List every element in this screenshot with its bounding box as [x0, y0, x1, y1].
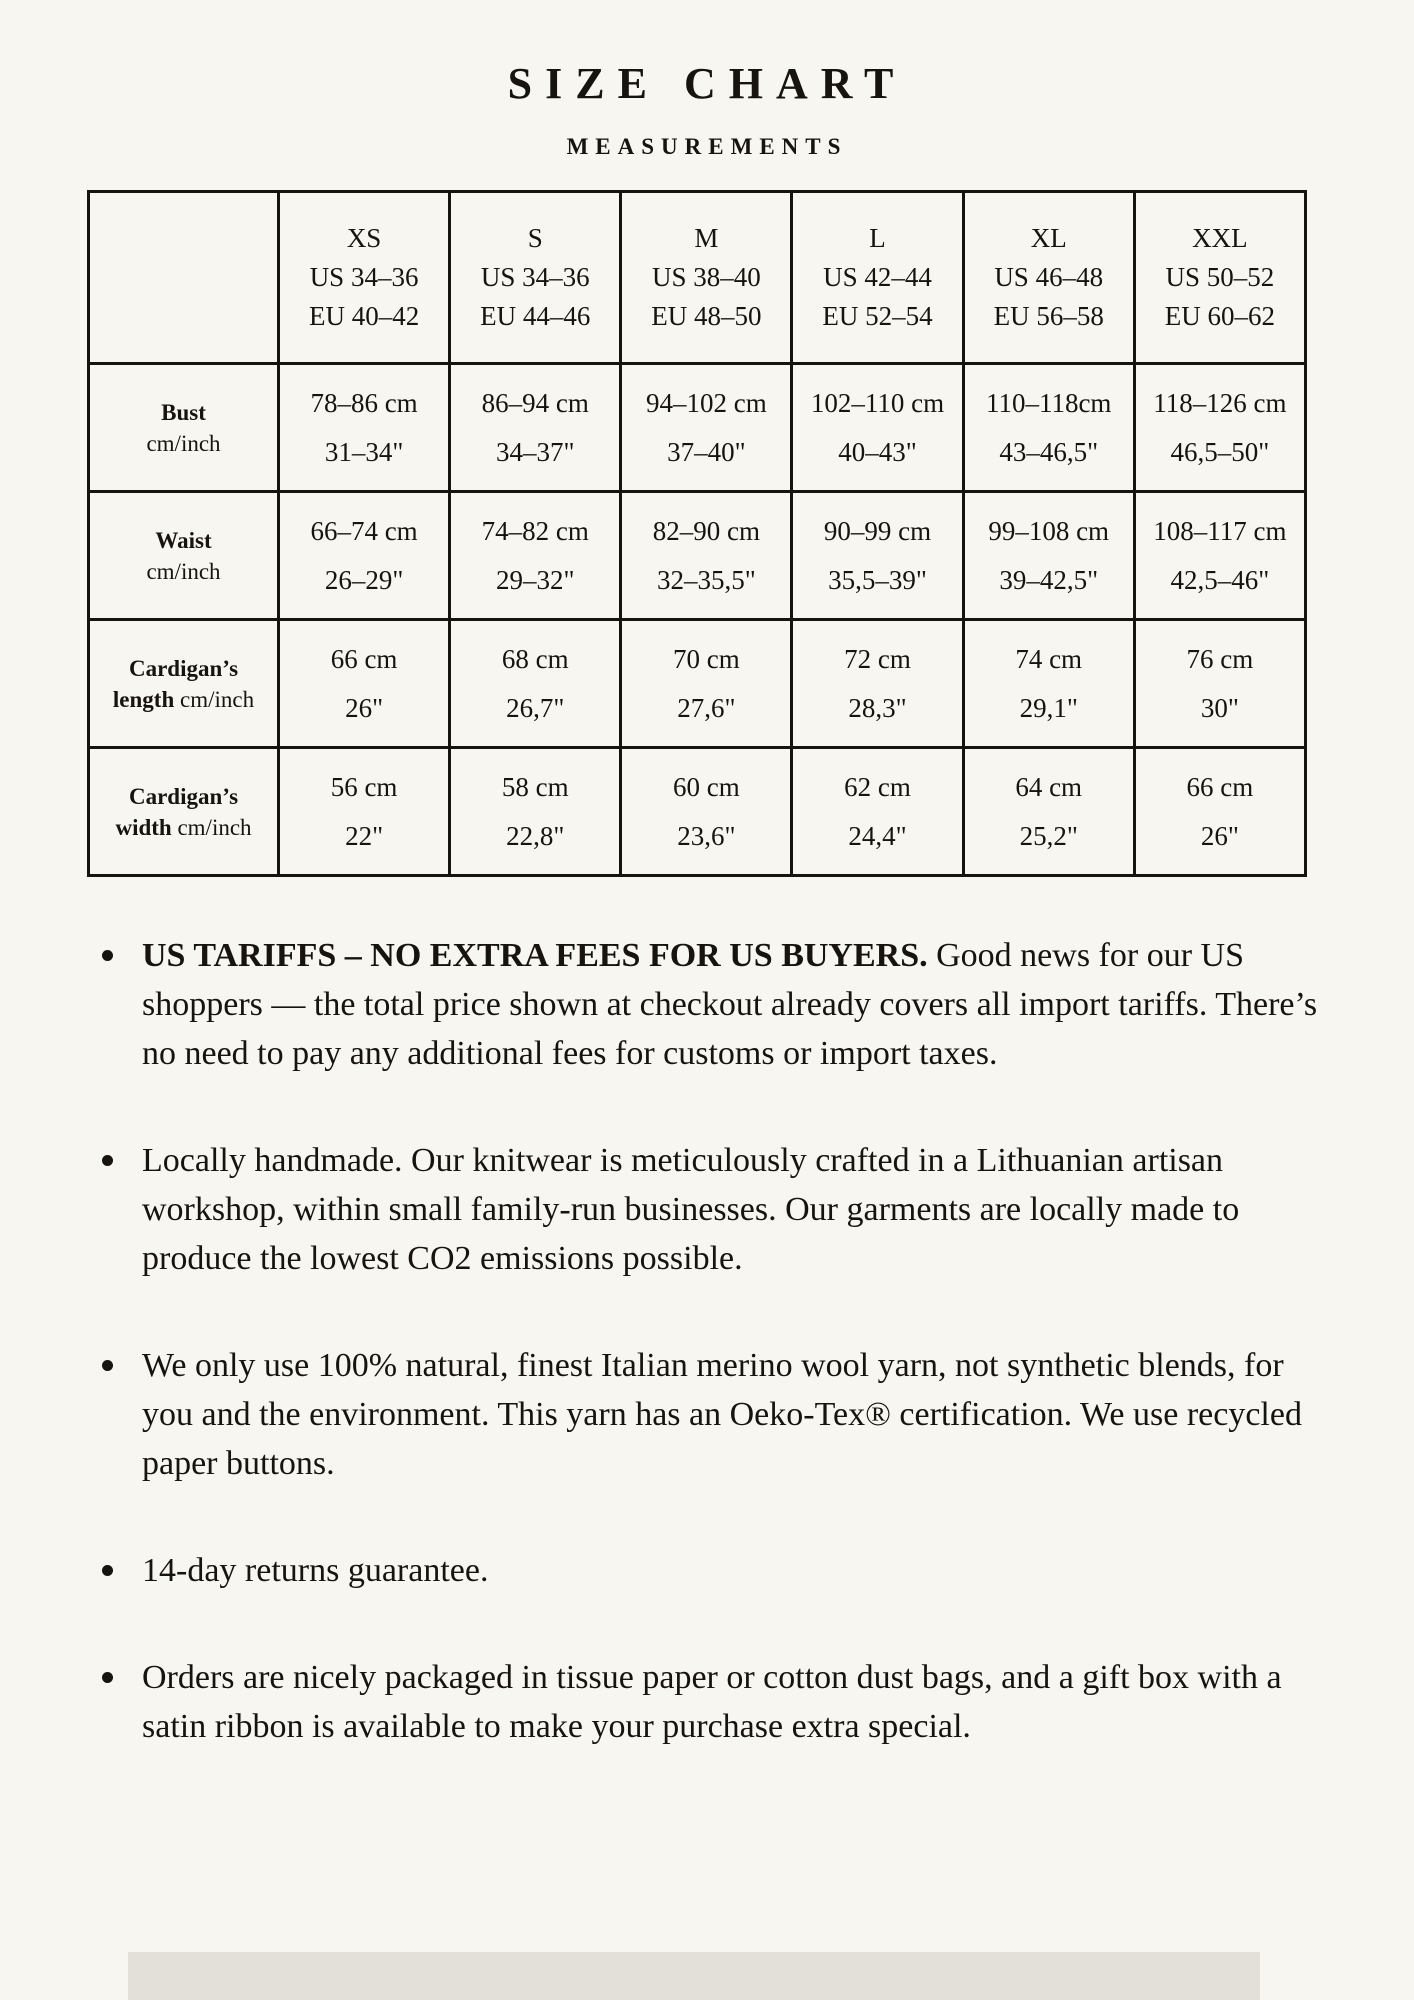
size-label: XL: [1030, 223, 1067, 253]
table-row: [89, 492, 1306, 620]
size-label: M: [694, 223, 719, 253]
list-item-body-text: We only use 100% natural, finest Italian merino wool yarn, not synthetic blends, for you and the environment. This yarn has an Oeko-Tex® certification. We use recycled paper buttons.: [142, 1347, 1302, 1482]
cm-value: 72 cm: [844, 643, 911, 674]
us-size-label: US 42–44: [823, 262, 932, 292]
us-size-label: US 38–40: [652, 262, 761, 292]
inch-value: 31–34": [324, 436, 404, 467]
bullet-dot-icon: [102, 1155, 113, 1166]
list-item: [96, 1341, 1342, 1488]
inch-value: 29–32": [495, 564, 575, 595]
cm-value: 76 cm: [1186, 643, 1254, 674]
inch-value: 27,6": [677, 692, 736, 723]
cm-value: 66 cm: [330, 643, 398, 674]
measurement-cell: [279, 492, 450, 620]
measurement-cell: [1134, 492, 1305, 620]
measurement-cell: [450, 620, 621, 748]
list-item-body-text: Good news for our US shoppers — the total price shown at checkout already covers all import tariffs. There’s no need to pay any additional fees for customs or import taxes.: [142, 937, 1318, 1072]
bullet-dot-icon: [102, 950, 113, 961]
cm-value: 108–117 cm: [1153, 515, 1287, 546]
bullet-dot-icon: [102, 1565, 113, 1576]
inch-value: 22,8": [506, 820, 565, 851]
table-corner-cell: [89, 192, 279, 364]
row-label-title-2: length: [112, 686, 175, 712]
bottom-image-placeholder: [128, 1952, 1260, 2000]
row-label: [89, 364, 279, 492]
cm-value: 60 cm: [673, 771, 740, 802]
inch-value: 37–40": [667, 436, 746, 467]
row-label-unit-line: [90, 428, 277, 459]
cm-value: 68 cm: [501, 643, 569, 674]
size-label: S: [527, 223, 543, 253]
inch-value: 42,5–46": [1170, 564, 1270, 595]
size-column-header: [792, 192, 963, 364]
inch-value: 25,2": [1019, 820, 1078, 851]
us-size-label: US 34–36: [480, 262, 590, 292]
inch-value: 30": [1200, 692, 1239, 723]
size-column-header: [279, 192, 450, 364]
size-label: XXL: [1192, 223, 1248, 253]
row-label-title: Cardigan’s: [128, 783, 239, 809]
table-row: [89, 620, 1306, 748]
measurement-cell: [963, 620, 1134, 748]
measurement-cell: [792, 364, 963, 492]
eu-size-label: EU 44–46: [480, 301, 591, 331]
list-item-text: [142, 1552, 488, 1589]
cm-value: 70 cm: [673, 643, 740, 674]
row-label-unit-line: [90, 556, 277, 587]
list-item-bold-text: US TARIFFS – NO EXTRA FEES FOR US BUYERS.: [142, 937, 928, 974]
cm-value: 74–82 cm: [481, 515, 589, 546]
unit-label: cm/inch: [177, 814, 252, 840]
cm-value: 62 cm: [844, 771, 911, 802]
size-label: L: [869, 223, 886, 253]
table-body: [89, 364, 1306, 876]
size-column-header: [1134, 192, 1305, 364]
measurement-cell: [279, 748, 450, 876]
eu-size-label: EU 40–42: [308, 301, 420, 331]
unit-label: cm/inch: [146, 430, 221, 456]
size-column-header: [450, 192, 621, 364]
list-item: [96, 931, 1342, 1078]
inch-value: 39–42,5": [999, 564, 1099, 595]
eu-size-label: EU 60–62: [1164, 301, 1276, 331]
cm-value: 74 cm: [1015, 643, 1083, 674]
cm-value: 118–126 cm: [1153, 387, 1287, 418]
list-item-body-text: Orders are nicely packaged in tissue paper or cotton dust bags, and a gift box with a satin ribbon is available to make your purchase extra special.: [142, 1659, 1282, 1745]
cm-value: 64 cm: [1015, 771, 1083, 802]
size-column-header: [963, 192, 1134, 364]
size-label: XS: [346, 223, 382, 253]
cm-value: 58 cm: [501, 771, 569, 802]
eu-size-label: EU 56–58: [993, 301, 1104, 331]
row-label: [89, 620, 279, 748]
cm-value: 82–90 cm: [652, 515, 761, 546]
cm-value: 66 cm: [1186, 771, 1254, 802]
measurement-cell: [1134, 748, 1305, 876]
cm-value: 86–94 cm: [481, 387, 589, 418]
table-header-row: [89, 192, 1306, 364]
inch-value: 22": [345, 820, 384, 851]
cm-value: 56 cm: [330, 771, 398, 802]
row-label: [89, 748, 279, 876]
list-item: [96, 1546, 1342, 1595]
measurement-cell: [792, 620, 963, 748]
list-item: [96, 1653, 1342, 1751]
measurement-cell: [621, 492, 792, 620]
inch-value: 35,5–39": [828, 564, 927, 595]
inch-value: 32–35,5": [657, 564, 756, 595]
size-column-header: [621, 192, 792, 364]
measurement-cell: [621, 364, 792, 492]
measurement-cell: [621, 748, 792, 876]
table-row: [89, 364, 1306, 492]
measurement-cell: [1134, 364, 1305, 492]
row-label: [89, 492, 279, 620]
inch-value: 26": [345, 692, 384, 723]
row-label-title: Bust: [161, 399, 206, 425]
measurement-cell: [279, 364, 450, 492]
inch-value: 26,7": [506, 692, 565, 723]
unit-label: cm/inch: [146, 558, 221, 584]
cm-value: 102–110 cm: [810, 387, 945, 418]
inch-value: 46,5–50": [1170, 436, 1270, 467]
eu-size-label: EU 48–50: [651, 301, 762, 331]
cm-value: 94–102 cm: [646, 387, 767, 418]
list-item-text: [142, 1659, 1282, 1745]
inch-value: 23,6": [677, 820, 736, 851]
list-item-body-text: Locally handmade. Our knitwear is meticulously crafted in a Lithuanian artisan workshop, within small family-run businesses. Our garments are locally made to produce the lowest CO2 emissions possible.: [142, 1142, 1240, 1277]
cm-value: 78–86 cm: [310, 387, 418, 418]
measurement-cell: [450, 492, 621, 620]
bullet-dot-icon: [102, 1360, 113, 1371]
cm-value: 66–74 cm: [310, 515, 418, 546]
us-size-label: US 46–48: [994, 262, 1104, 292]
measurement-cell: [279, 620, 450, 748]
inch-value: 40–43": [838, 436, 917, 467]
row-label-title: Cardigan’s: [128, 655, 239, 681]
inch-value: 26–29": [324, 564, 404, 595]
inch-value: 28,3": [848, 692, 907, 723]
cm-value: 110–118cm: [985, 387, 1112, 418]
list-item-body-text: 14-day returns guarantee.: [142, 1552, 489, 1589]
list-item: [96, 1136, 1342, 1283]
us-size-label: US 34–36: [309, 262, 419, 292]
bullet-dot-icon: [102, 1672, 113, 1683]
measurement-cell: [963, 364, 1134, 492]
list-item-text: [142, 937, 1317, 1072]
inch-value: 34–37": [495, 436, 575, 467]
measurement-cell: [450, 364, 621, 492]
list-item-text: [142, 1142, 1239, 1277]
measurement-cell: [450, 748, 621, 876]
inch-value: 29,1": [1019, 692, 1078, 723]
page-title: SIZE CHART: [507, 59, 907, 108]
measurement-cell: [792, 748, 963, 876]
measurement-cell: [963, 492, 1134, 620]
row-label-unit-line: [90, 812, 277, 843]
measurement-cell: [1134, 620, 1305, 748]
inch-value: 24,4": [848, 820, 907, 851]
measurement-cell: [963, 748, 1134, 876]
list-item-text: [142, 1347, 1302, 1482]
size-chart-table: [87, 190, 1307, 877]
cm-value: 99–108 cm: [988, 515, 1110, 546]
inch-value: 43–46,5": [999, 436, 1099, 467]
measurement-cell: [792, 492, 963, 620]
eu-size-label: EU 52–54: [822, 301, 933, 331]
table-row: [89, 748, 1306, 876]
row-label-title: Waist: [155, 527, 212, 553]
page-subtitle: MEASUREMENTS: [566, 134, 848, 159]
row-label-title-2: width: [115, 814, 172, 840]
bullet-list: [96, 931, 1346, 1751]
cm-value: 90–99 cm: [823, 515, 932, 546]
measurement-cell: [621, 620, 792, 748]
row-label-unit-line: [90, 684, 277, 715]
unit-label: cm/inch: [180, 686, 255, 712]
inch-value: 26": [1200, 820, 1239, 851]
us-size-label: US 50–52: [1165, 262, 1275, 292]
